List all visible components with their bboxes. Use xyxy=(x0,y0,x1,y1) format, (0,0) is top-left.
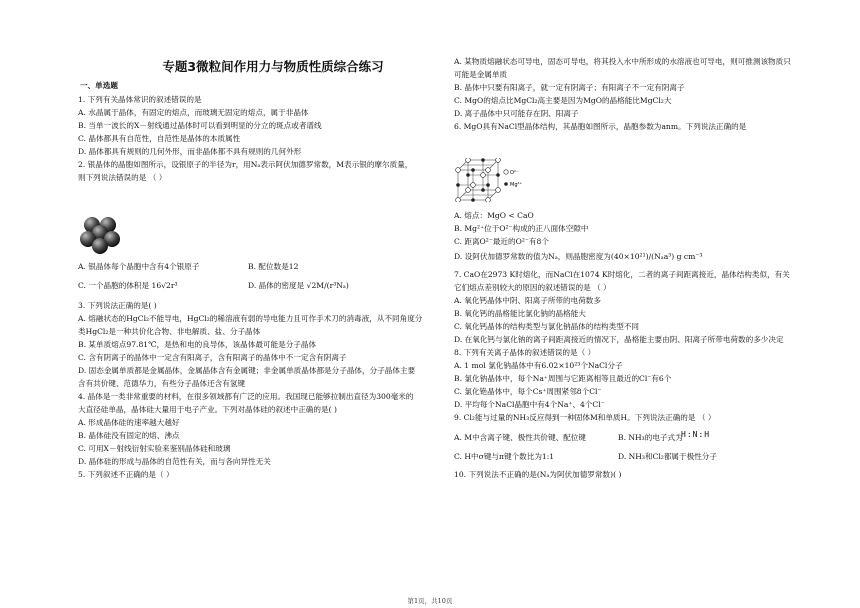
question-line: C. 晶体都具有自范性，自范性是晶体的本质属性 xyxy=(78,134,241,143)
option-line: B. NH₃的电子式为 xyxy=(618,433,683,442)
question-line: A. 熔融状态的HgCl₂不能导电，HgCl₂的稀溶液有弱的导电能力且可作手术刀的消毒液，从不同角度分 xyxy=(78,314,423,323)
page-footer: 第1页，共10页 xyxy=(407,597,453,605)
question-line: C. 距离O²⁻最近的O²⁻有8个 xyxy=(454,237,549,246)
legend-mg2: Mg²⁺ xyxy=(510,182,523,188)
question-line: 可能是金属单质 xyxy=(454,70,508,79)
question-line: 含有共价键、范德华力，有些分子晶体还含有氢键 xyxy=(78,379,246,388)
question-line: C. 含有阴离子的晶体中一定含有阳离子，含有阳离子的晶体中不一定含有阴离子 xyxy=(78,353,347,362)
question-line: C. 可用X－射线衍射实验来鉴别晶体硅和玻璃 xyxy=(78,444,231,453)
question-line: D. 平均每个NaCl晶胞中有4个Na⁺、4个Cl⁻ xyxy=(454,400,605,409)
question-line: B. 氧化钙的晶格能比氯化钠的晶格能大 xyxy=(454,309,586,318)
option-line: B. 配位数是12 xyxy=(248,262,299,271)
question-line: B. Mg²⁺位于O²⁻构成的正八面体空隙中 xyxy=(454,224,589,233)
mgo-lattice-image xyxy=(454,158,536,202)
question-line: A. 银晶体每个晶胞中含有4个银原子 xyxy=(78,262,200,271)
question-line: D. 固态金属单质都是金属晶体，金属晶体含有金属键；非金属单质晶体都是分子晶体，分子晶体主要 xyxy=(78,366,416,375)
question-line: D. 晶体硅的形成与晶体的自范性有关，而与各向异性无关 xyxy=(78,457,271,466)
question-line: 5. 下列叙述不正确的是（ ） xyxy=(78,470,174,479)
question-line: 4. 晶体是一类非常重要的材料，在很多领域都有广泛的应用。我国现已能够拉制出直径为300毫米的 xyxy=(78,392,414,401)
question-line: D. 设阿伏加德罗常数的值为Nₐ，则晶胞密度为(40×10²¹)/(Nₐa³) g cm⁻³ xyxy=(454,252,703,261)
question-line: 它们熔点差别较大的原因的叙述错误的是 （ ） xyxy=(454,283,611,292)
question-line: 3. 下列说法正确的是( ) xyxy=(78,301,157,310)
question-line: B. 当单一波长的X－射线通过晶体时可以看到明显的分立的斑点或者谱线 xyxy=(78,121,322,130)
question-line: C. MgO的熔点比MgCl₂高主要是因为MgO的晶格能比MgCl₂大 xyxy=(454,96,672,105)
question-line: A. 水晶属于晶体，有固定的熔点，而玻璃无固定的熔点，属于非晶体 xyxy=(78,108,309,117)
question-line: 类HgCl₂是一种共价化合物、非电解质、盐、分子晶体 xyxy=(78,327,261,336)
question-line: 则下列说法错误的是 （ ） xyxy=(78,173,167,182)
question-line: D. 晶体都具有规则的几何外形，而非晶体都不具有规则的几何外形 xyxy=(78,147,302,156)
question-line: 10. 下列说法不正确的是(Nₐ为阿伏加德罗常数)( ) xyxy=(454,470,622,479)
page-title: 专题3微粒间作用力与物质性质综合练习 xyxy=(162,59,384,74)
question-line: 8. 下列有关离子晶体的叙述错误的是（ ） xyxy=(454,348,596,357)
question-line: B. 晶体硅没有固定的熔、沸点 xyxy=(78,431,180,440)
option-line: D. 晶体的密度是 √2M/(r³Nₐ) xyxy=(248,281,349,290)
question-line: A. 熔点：MgO < CaO xyxy=(454,211,534,220)
question-line: D. 离子晶体中只可能存在阴、阳离子 xyxy=(454,109,579,118)
question-line: 6. MgO具有NaCl型晶体结构，其晶胞如图所示，晶胞参数为anm。下列说法正确的是 xyxy=(454,122,747,131)
question-line: A. M中含离子键、极性共价键、配位键 xyxy=(454,433,586,442)
question-line: 1. 下列有关晶体常识的叙述错误的是 xyxy=(78,95,202,104)
question-line: C. 氯化铯晶体中，每个Cs⁺周围紧邻8个Cl⁻ xyxy=(454,387,602,396)
question-line: C. 一个晶胞的体积是 16√2r³ xyxy=(78,281,178,290)
silver-crystal-image xyxy=(80,215,122,255)
question-line: A. 某物质熔融状态可导电，固态可导电，将其投入水中所形成的水溶液也可导电，则可推测该物质只 xyxy=(454,57,791,66)
legend-o2: O²⁻ xyxy=(510,170,519,176)
question-line: B. 某单质熔点97.81℃，是热和电的良导体，该晶体最可能是分子晶体 xyxy=(78,340,317,349)
question-line: B. 氯化钠晶体中，每个Na⁺周围与它距离相等且最近的Cl⁻有6个 xyxy=(454,374,672,383)
question-line: A. 1 mol 氯化钠晶体中有6.02×10²³个NaCl分子 xyxy=(454,361,623,370)
question-line: B. 晶体中只要有阳离子，就一定有阴离子；有阳离子不一定有阴离子 xyxy=(454,83,685,92)
question-line: A. 形成晶体硅的速率越大越好 xyxy=(78,418,180,427)
question-line: D. 在氧化钙与氯化钠的离子间距离接近的情况下，晶格能主要由阴、阳离子所带电荷数的多少决定 xyxy=(454,335,784,344)
question-line: A. 氧化钙晶体中阴、阳离子所带的电荷数多 xyxy=(454,296,601,305)
question-line: 2. 银晶体的晶胞如图所示，设银原子的半径为r，用Nₐ表示阿伏加德罗常数，M表示银的摩尔质量， xyxy=(78,160,413,169)
nh3-electron-formula: H:N:H xyxy=(681,430,711,439)
question-line: 大直径硅单晶，晶体硅大量用于电子产业。下列对晶体硅的叙述中正确的是( ) xyxy=(78,405,337,414)
option-line: D. NH₃和Cl₂都属于极性分子 xyxy=(618,452,717,461)
question-line: C. 氧化钙晶体的结构类型与氯化钠晶体的结构类型不同 xyxy=(454,322,640,331)
question-line: C. H中σ键与π键个数比为1:1 xyxy=(454,452,555,461)
question-line: 7. CaO在2973 K时熔化，而NaCl在1074 K时熔化，二者的离子间距离接近，晶体结构类似，有关 xyxy=(454,270,790,279)
section-heading: 一、单选题 xyxy=(80,81,118,90)
question-line: 9. Cl₂能与过量的NH₃反应得到一种固体M和单质H。下列说法正确的是 （ ） xyxy=(454,413,716,422)
